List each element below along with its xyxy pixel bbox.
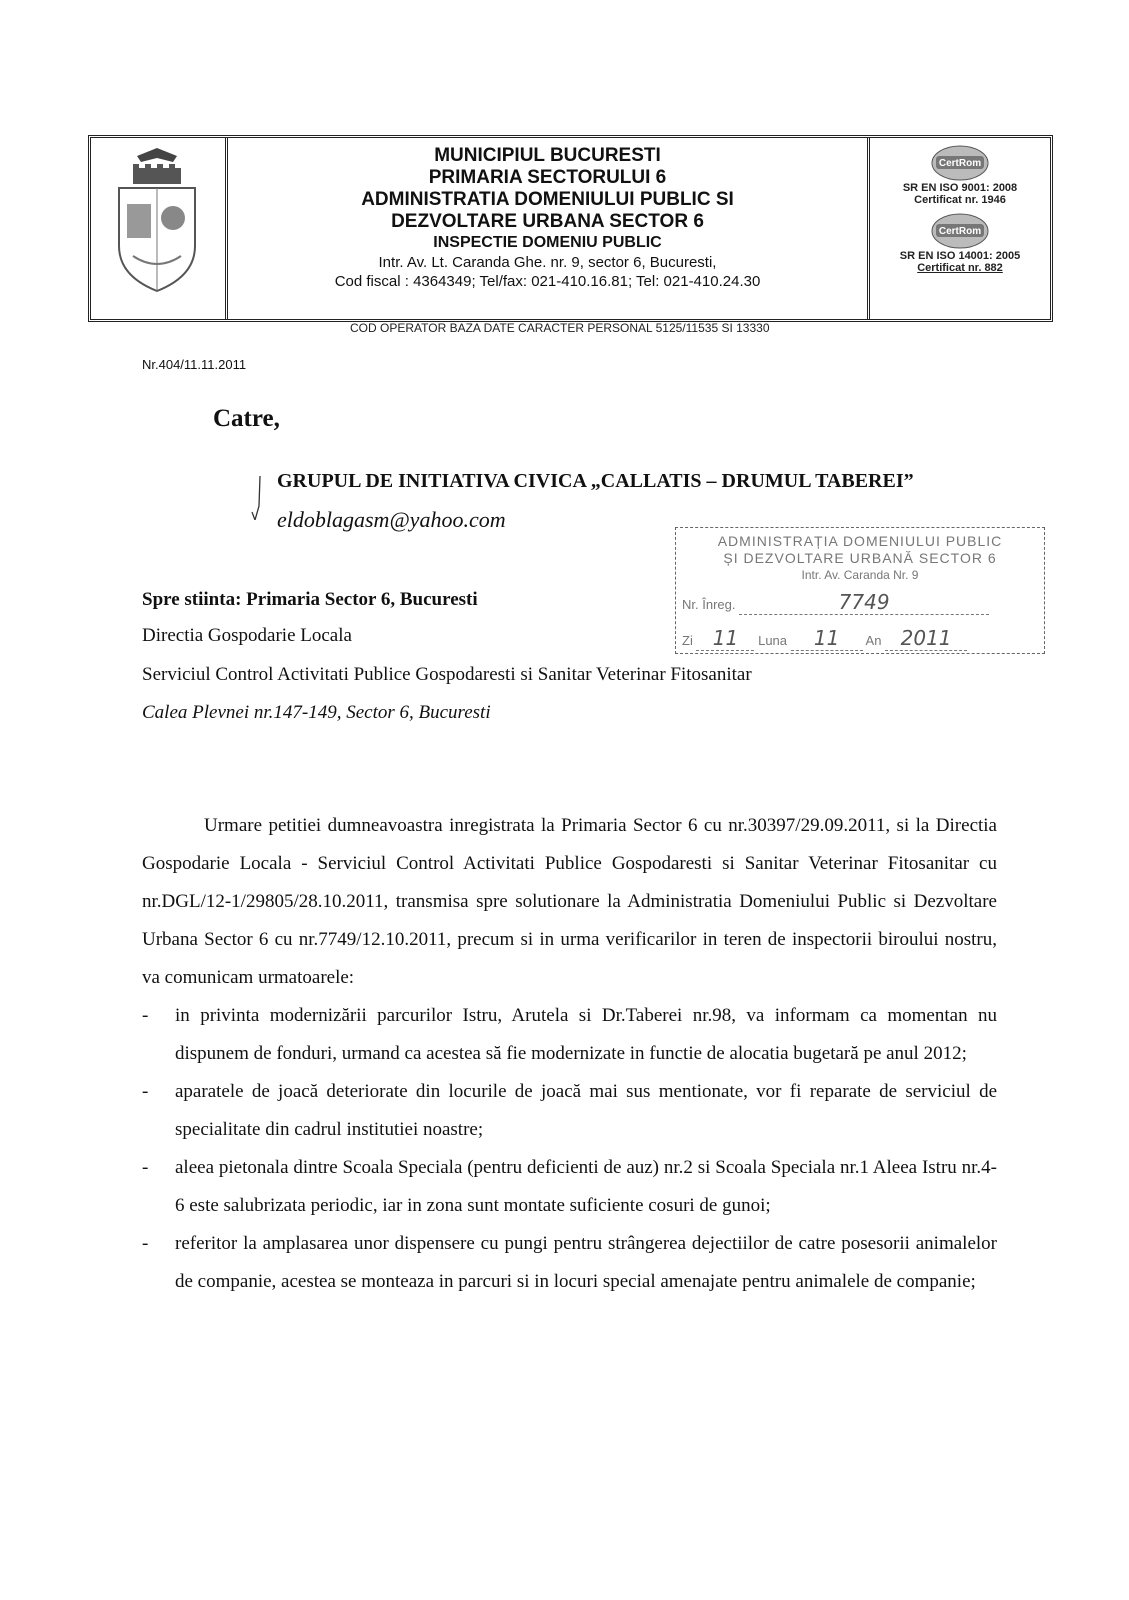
header-line: INSPECTIE DOMENIU PUBLIC xyxy=(433,234,662,251)
header-fiscal: Cod fiscal : 4364349; Tel/fax: 021-410.16.81; Tel: 021-410.24.30 xyxy=(334,273,761,290)
stamp-reg-row xyxy=(682,590,1038,615)
stamp-luna-value: 11 xyxy=(813,626,840,650)
cert-1946: Certificat nr. 1946 xyxy=(914,194,1006,206)
globe-label: CertRom xyxy=(938,158,982,169)
list-item: - in privinta modernizării parcurilor Istru, Arutela si Dr.Taberei nr.98, va informam ca momentan nu dispunem de fonduri, urmand ca acestea să fie modernizate in functie de alocatia bugetară pe anul 2012; xyxy=(142,1005,997,1064)
letter-body xyxy=(142,807,997,1301)
globe-label: CertRom xyxy=(938,226,982,237)
stamp-an-value: 2011 xyxy=(900,626,952,650)
stamp-line: ȘI DEZVOLTARE URBANĂ SECTOR 6 xyxy=(723,550,997,566)
header-line: PRIMARIA SECTORULUI 6 xyxy=(428,167,667,188)
list-item: - aleea pietonala dintre Scoala Speciala (pentru deficienti de auz) nr.2 si Scoala Speciala nr.1 Aleea Istru nr.4-6 este salubrizata periodic, iar in zona sunt montate suficiente cosuri de gunoi; xyxy=(142,1157,997,1216)
check-mark-icon xyxy=(250,476,264,520)
stamp-luna-label: Luna xyxy=(758,633,788,648)
header-line: ADMINISTRATIA DOMENIULUI PUBLIC SI xyxy=(361,189,734,210)
stamp-line: ADMINISTRAȚIA DOMENIULUI PUBLIC xyxy=(717,533,1003,549)
intro-paragraph: Urmare petitiei dumneavoastra inregistrata la Primaria Sector 6 cu nr.30397/29.09.2011, si la Directia Gospodarie Locala - Serviciul Control Activitati Publice Gospodaresti si Sanitar Veterinar Fitosanitar cu nr.DGL/12-1/29805/28.10.2011, transmisa spre solutionare la Administratia Domeniului Public si Dezvoltare Urbana Sector 6 cu nr.7749/12.10.2011, precum si in urma verificarilor in teren de inspectorii biroului nostru, va comunicam urmatoarele: xyxy=(142,815,997,988)
institution-block xyxy=(228,138,867,319)
letterhead xyxy=(88,135,1053,322)
stamp-date-row xyxy=(682,626,1038,651)
stamp-nr-value: 7749 xyxy=(838,590,890,614)
crest-cell xyxy=(91,138,228,319)
registration-stamp xyxy=(675,527,1045,654)
header-address: Intr. Av. Lt. Caranda Ghe. nr. 9, sector 6, Bucuresti, xyxy=(378,254,717,271)
stamp-nr-label: Nr. Înreg. xyxy=(682,597,736,612)
cc-address: Calea Plevnei nr.147-149, Sector 6, Bucuresti xyxy=(142,702,491,723)
coat-of-arms-icon xyxy=(107,146,207,296)
iso-9001: SR EN ISO 9001: 2008 xyxy=(902,182,1018,194)
operator-code: COD OPERATOR BAZA DATE CARACTER PERSONAL 5125/11535 SI 13330 xyxy=(350,321,770,335)
certrom-globe-icon xyxy=(930,144,990,182)
certifications-cell xyxy=(867,138,1050,319)
list-item: - aparatele de joacă deteriorate din locurile de joacă mai sus mentionate, vor fi reparate de serviciul de specialitate din cadrul institutiei noastre; xyxy=(142,1081,997,1140)
registration-number: Nr.404/11.11.2011 xyxy=(142,357,247,372)
cert-882: Certificat nr. 882 xyxy=(917,262,1003,274)
recipient: GRUPUL DE INITIATIVA CIVICA „CALLATIS – DRUMUL TABEREI” xyxy=(277,470,914,492)
cc-label: Spre stiinta: Primaria Sector 6, Bucuresti xyxy=(142,589,478,610)
certrom-globe-icon xyxy=(930,212,990,250)
header-line: MUNICIPIUL BUCURESTI xyxy=(434,145,661,166)
stamp-an-label: An xyxy=(865,633,882,648)
findings-list xyxy=(142,997,997,1301)
cc-directia: Directia Gospodarie Locala xyxy=(142,625,352,646)
header-line: DEZVOLTARE URBANA SECTOR 6 xyxy=(391,211,704,232)
stamp-zi-label: Zi xyxy=(682,633,693,648)
stamp-zi-value: 11 xyxy=(712,626,739,650)
greeting: Catre, xyxy=(213,405,280,432)
recipient-email: eldoblagasm@yahoo.com xyxy=(277,507,506,532)
iso-14001: SR EN ISO 14001: 2005 xyxy=(899,250,1021,262)
stamp-line: Intr. Av. Caranda Nr. 9 xyxy=(801,568,919,582)
list-item: - referitor la amplasarea unor dispensere cu pungi pentru strângerea dejectiilor de catre posesorii animalelor de companie, acestea se monteaza in parcuri si in locuri special amenajate pentru animalele de companie; xyxy=(142,1233,997,1292)
cc-serviciul: Serviciul Control Activitati Publice Gospodaresti si Sanitar Veterinar Fitosanitar xyxy=(142,664,752,685)
